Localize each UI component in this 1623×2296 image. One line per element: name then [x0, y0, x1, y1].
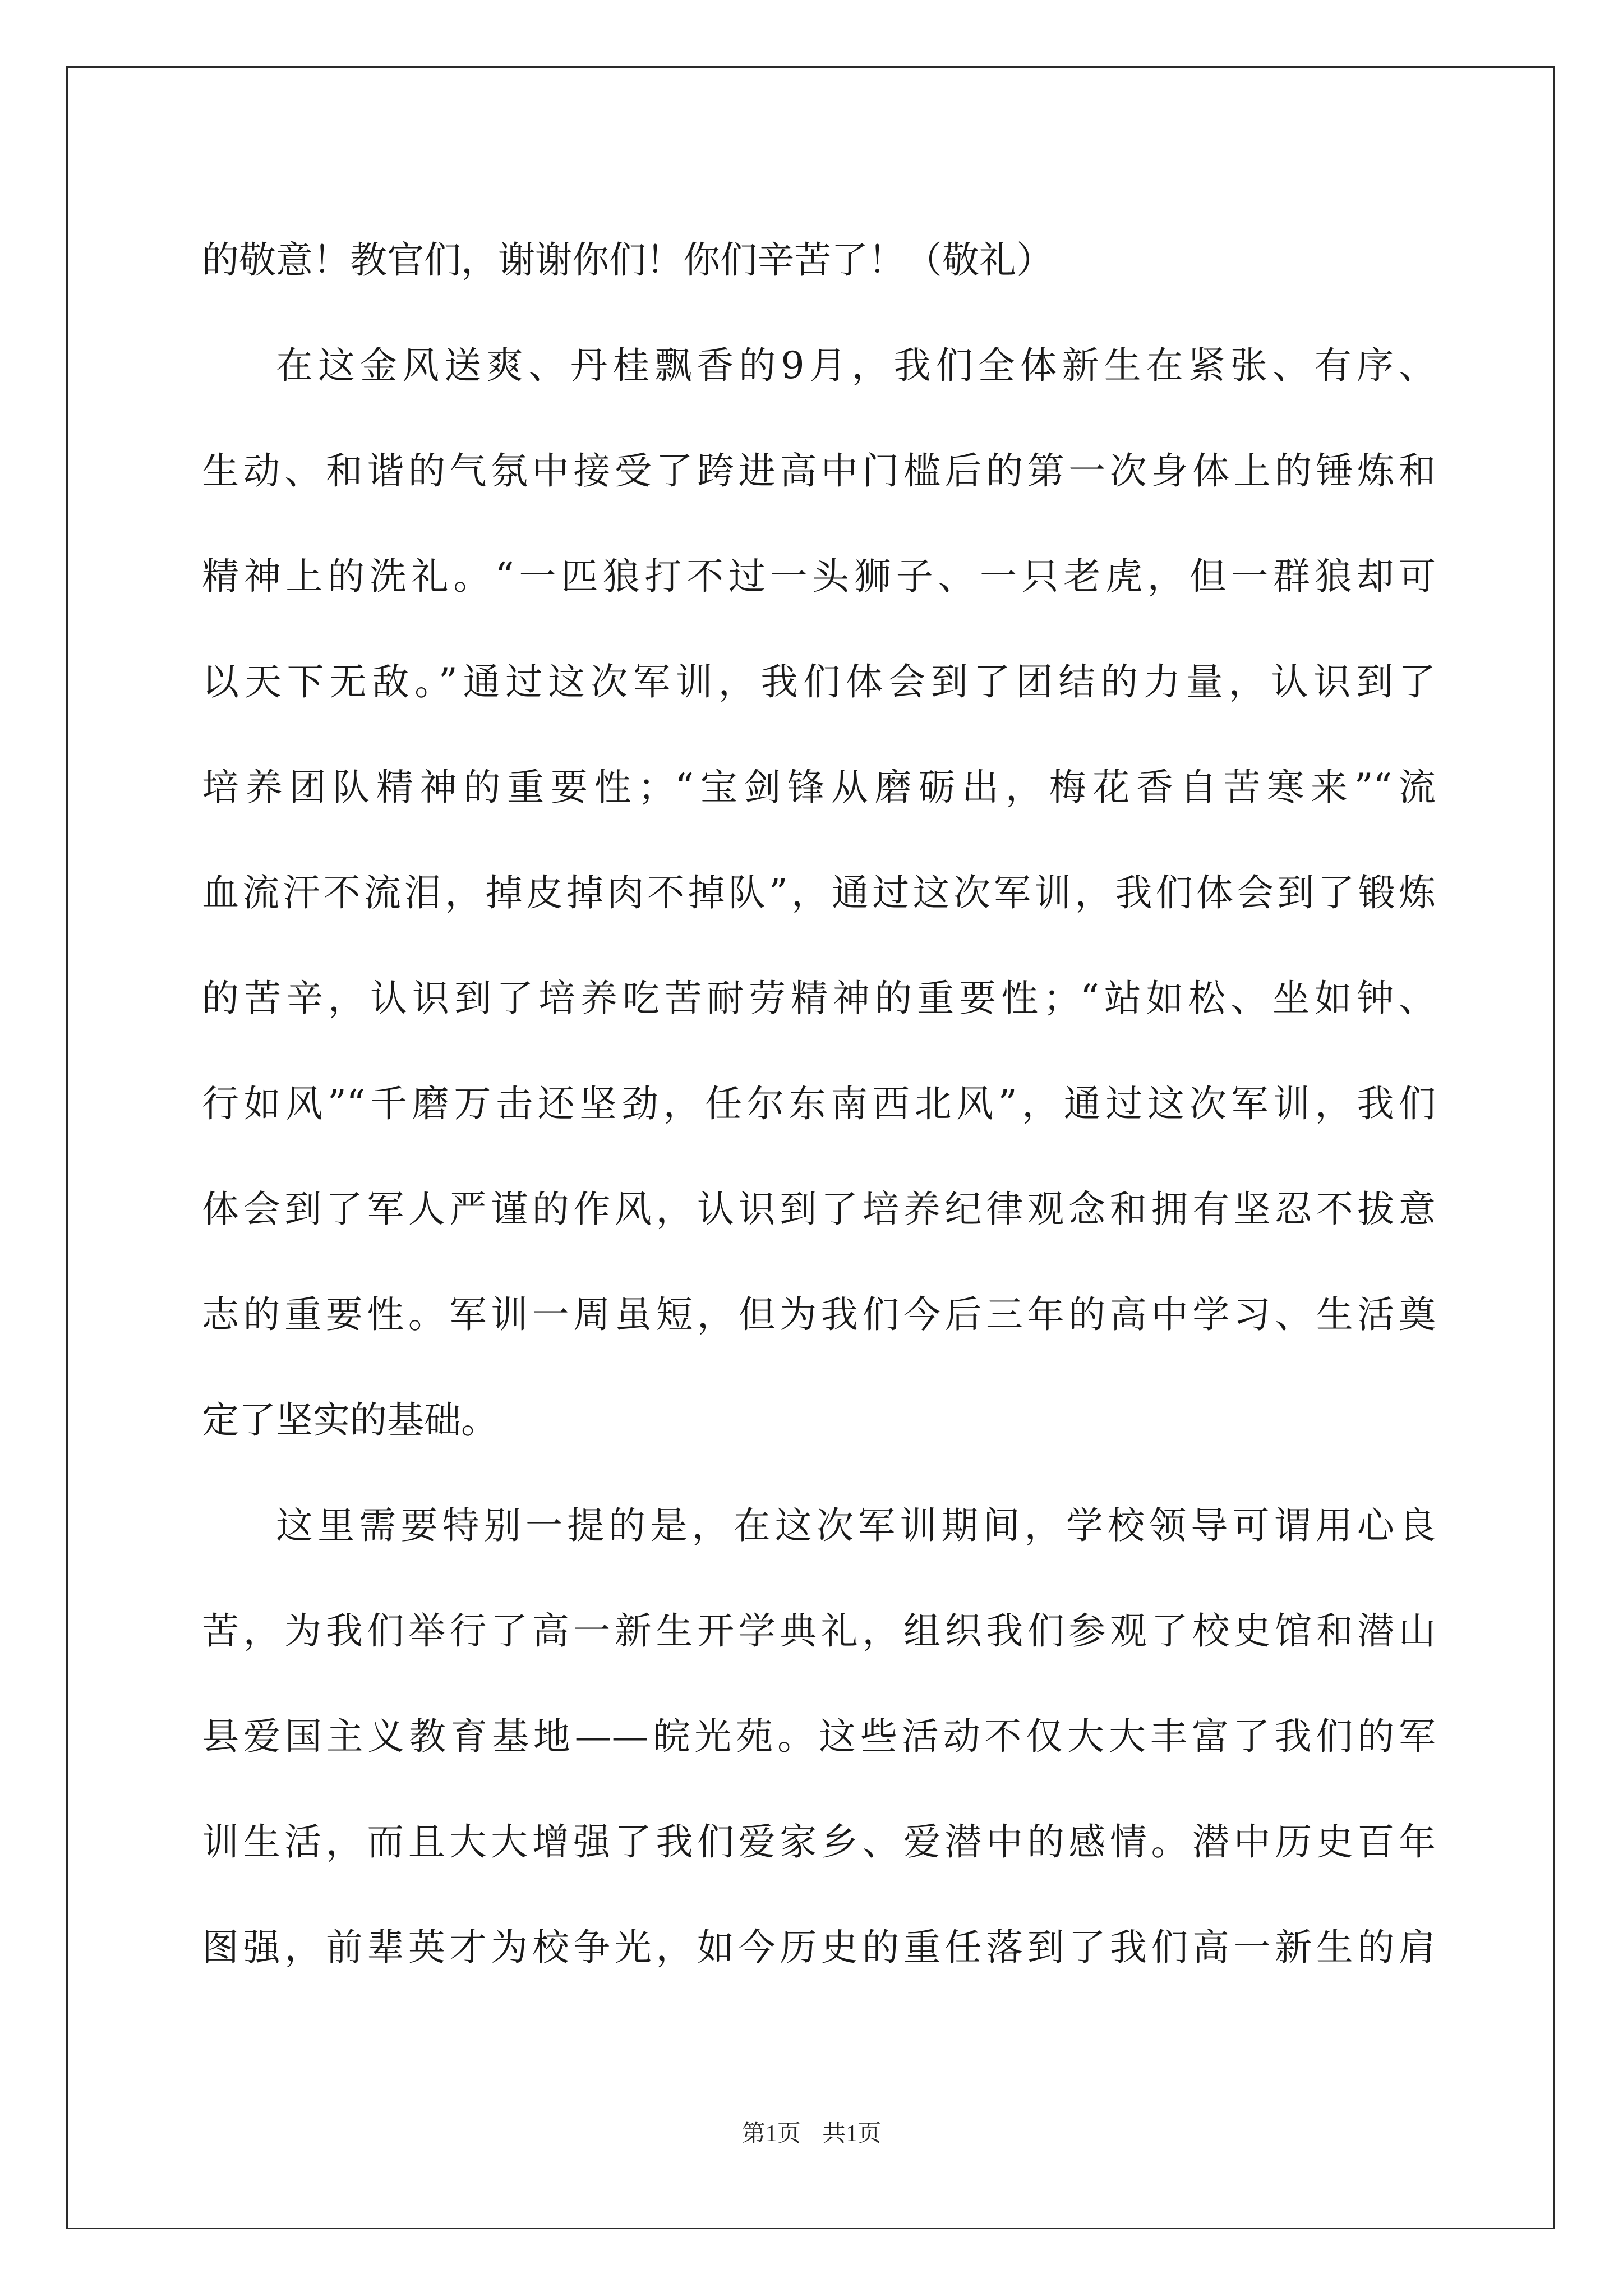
text-line: 图强，前辈英才为校争光，如今历史的重任落到了我们高一新生的肩: [202, 1926, 1436, 1969]
text-line: 苦，为我们举行了高一新生开学典礼，组织我们参观了校史馆和潜山: [202, 1609, 1436, 1653]
paragraph-first-line: 在这金风送爽、丹桂飘香的9月，我们全体新生在紧张、有序、: [276, 344, 1436, 387]
text-line: 生动、和谐的气氛中接受了跨进高中门槛后的第一次身体上的锤炼和: [202, 449, 1436, 493]
text-line: 志的重要性。军训一周虽短，但为我们今后三年的高中学习、生活奠: [202, 1293, 1436, 1336]
text-line: 血流汗不流泪，掉皮掉肉不掉队”，通过这次军训，我们体会到了锻炼: [202, 871, 1436, 914]
page-number-current: 第1页: [741, 2121, 801, 2147]
page-number-total: 共1页: [822, 2121, 882, 2147]
paragraph-last-line: 定了坚实的基础。: [202, 1398, 498, 1442]
text-line: 行如风”“千磨万击还坚劲，任尔东南西北风”，通过这次军训，我们: [202, 1082, 1436, 1125]
text-line: 体会到了军人严谨的作风，认识到了培养纪律观念和拥有坚忍不拔意: [202, 1188, 1436, 1231]
text-line: 以天下无敌。”通过这次军训，我们体会到了团结的力量，认识到了: [202, 660, 1436, 703]
text-line: 的敬意！教官们，谢谢你们！你们辛苦了！（敬礼）: [202, 238, 1053, 282]
document-body: [202, 208, 1436, 2000]
text-line: 培养团队精神的重要性；“宝剑锋从磨砺出，梅花香自苦寒来”“流: [202, 766, 1436, 809]
text-line: 县爱国主义教育基地——皖光苑。这些活动不仅大大丰富了我们的军: [202, 1715, 1436, 1758]
text-line: 精神上的洗礼。“一匹狼打不过一头狮子、一只老虎，但一群狼却可: [202, 555, 1436, 598]
text-line: 的苦辛，认识到了培养吃苦耐劳精神的重要性；“站如松、坐如钟、: [202, 977, 1436, 1020]
page-footer: [0, 2115, 1623, 2148]
paragraph-first-line: 这里需要特别一提的是，在这次军训期间，学校领导可谓用心良: [276, 1504, 1436, 1547]
text-line: 训生活，而且大大增强了我们爱家乡、爱潜中的感情。潜中历史百年: [202, 1820, 1436, 1864]
